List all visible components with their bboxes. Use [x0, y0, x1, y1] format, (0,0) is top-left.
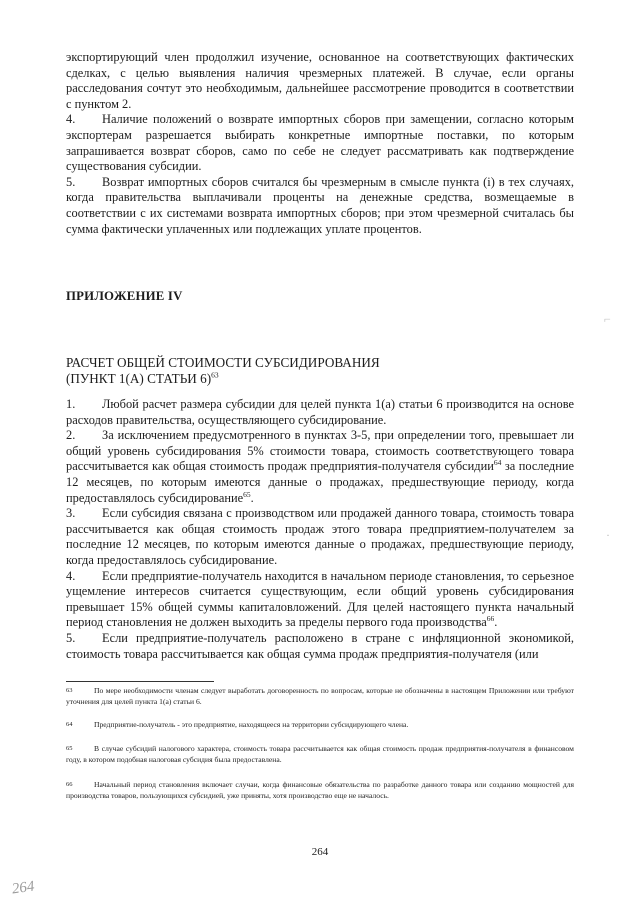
footnote-63 — [66, 686, 574, 707]
intro-paragraph-5 — [66, 175, 574, 237]
page-number: 264 — [311, 846, 329, 858]
intro-paragraph-4 — [66, 112, 574, 174]
item-text: Если предприятие-получатель расположено в стране с инфляционной экономикой, стоимость товара рассчитывается как общая сумма продаж предприятия-получателя (или — [66, 630, 574, 661]
item-4 — [66, 569, 574, 631]
footnote-text: В случае субсидий налогового характера, стоимость товара рассчитывается как общая стоимость продаж предприятия-получателя в финансовом году, в котором подобная налоговая субсидия была предоставлена. — [66, 744, 574, 764]
item-5 — [66, 631, 574, 662]
footnote-ref-66: 66 — [486, 614, 495, 624]
paragraph-number: 5. — [66, 174, 76, 189]
item-number: 2. — [66, 428, 76, 443]
item-number: 5. — [66, 630, 76, 645]
item-3 — [66, 506, 574, 568]
footnote-ref-65: 65 — [243, 489, 251, 499]
footnote-65 — [66, 744, 574, 765]
footnote-divider — [66, 681, 214, 682]
footnote-text: Начальный период становления включает случаи, когда финансовые обязательства по разработке данного товара или созданию мощностей для производства товаров, пользующихся субсидией, уже приняты, хотя производство еще не началось. — [66, 780, 574, 800]
footnote-text: По мере необходимости членам следует выработать договоренность по вопросам, которые не обозначены в настоящем Приложении или требуют уточнения для целей пункта 1(а) статьи 6. — [66, 686, 574, 706]
footnote-ref-64: 64 — [493, 458, 502, 468]
item-1 — [66, 397, 574, 428]
handwritten-page-note: 264 — [10, 878, 36, 898]
footnote-number: 64 — [66, 721, 73, 728]
item-number: 3. — [66, 506, 76, 521]
item-text-a: За исключением предусмотренного в пунктах 3-5, при определении того, превышает ли общий уровень субсидирования 5% стоимости товара, стоимость соответствующего товара рассчитывается как общая стоимость продаж предприятия-получателя субсидии — [66, 428, 574, 474]
item-text-b: . — [494, 615, 498, 630]
footnote-text: Предприятие-получатель - это предприятие, находящееся на территории субсидирующего члена. — [94, 720, 409, 729]
scan-mark: · — [606, 528, 610, 542]
item-text: Любой расчет размера субсидии для целей пункта 1(а) статьи 6 производится на основе расходов правительства, осуществляющего субсидирование. — [66, 397, 574, 427]
item-2 — [66, 428, 574, 506]
section-title — [66, 355, 574, 387]
appendix-heading: ПРИЛОЖЕНИЕ IV — [66, 289, 183, 303]
intro-section — [66, 50, 574, 237]
intro-paragraph-continued: экспортирующий член продолжил изучение, основанное на соответствующих фактических сделках, с целью выявления наличия чрезмерных платежей. В случае, если органы расследования сочтут это необходимым, дальнейшее рассмотрение проводится в соответствии с пунктом 2. — [66, 50, 574, 111]
item-text: Если субсидия связана с производством или продажей данного товара, стоимость товара рассчитывается как общая стоимость продаж этого товара предприятием-получателем за последние 12 месяцев, по которым имеются данные о продажах, предшествующие периоду, когда предоставлялось субсидирование. — [66, 506, 574, 567]
numbered-items — [66, 397, 574, 662]
paragraph-number: 4. — [66, 112, 76, 127]
item-text-b: за последние 12 месяцев, по которым имеются данные о продажах, предшествующие периоду, когда предоставлялось субсидирование — [66, 459, 574, 505]
item-text-c: . — [250, 490, 254, 505]
item-number: 1. — [66, 397, 76, 411]
item-number: 4. — [66, 568, 76, 583]
footnote-number: 63 — [66, 687, 73, 694]
footnote-64 — [66, 720, 574, 731]
item-text-a: Если предприятие-получатель находится в начальном периоде становления, то серьезное ущемление интересов считается существующим, если общий уровень субсидирования превышает 15% общей суммы капиталовложений. Для целей настоящего пункта начальный период становления не должен выходить за пределы первого года производства — [66, 568, 574, 630]
paragraph-text: Наличие положений о возврате импортных сборов при замещении, согласно которым экспортерам разрешается выбирать конкретные импортные поставки, по которым запрашивается возврат сборов, само по себе не следует рассматривать как подтверждение существования субсидии. — [66, 112, 574, 174]
paragraph-text: Возврат импортных сборов считался бы чрезмерным в смысле пункта (i) в тех случаях, когда правительства выплачивали проценты на денежные средства, возмещаемые в соответствии с их системами возврата импортных сборов; при этом чрезмерной считалась бы сумма фактически уплаченных или подлежащих уплате процентов. — [66, 174, 574, 236]
section-title-line-1: РАСЧЕТ ОБЩЕЙ СТОИМОСТИ СУБСИДИРОВАНИЯ — [66, 355, 380, 370]
footnote-number: 65 — [66, 745, 73, 752]
footnote-66 — [66, 780, 574, 801]
footnote-ref-63: 63 — [211, 370, 219, 380]
scan-mark: ⌐ — [604, 312, 611, 326]
section-title-line-2 — [66, 371, 574, 387]
footnote-number: 66 — [66, 781, 73, 788]
section-title-line-2-text: (ПУНКТ 1(А) СТАТЬИ 6) — [66, 371, 212, 386]
